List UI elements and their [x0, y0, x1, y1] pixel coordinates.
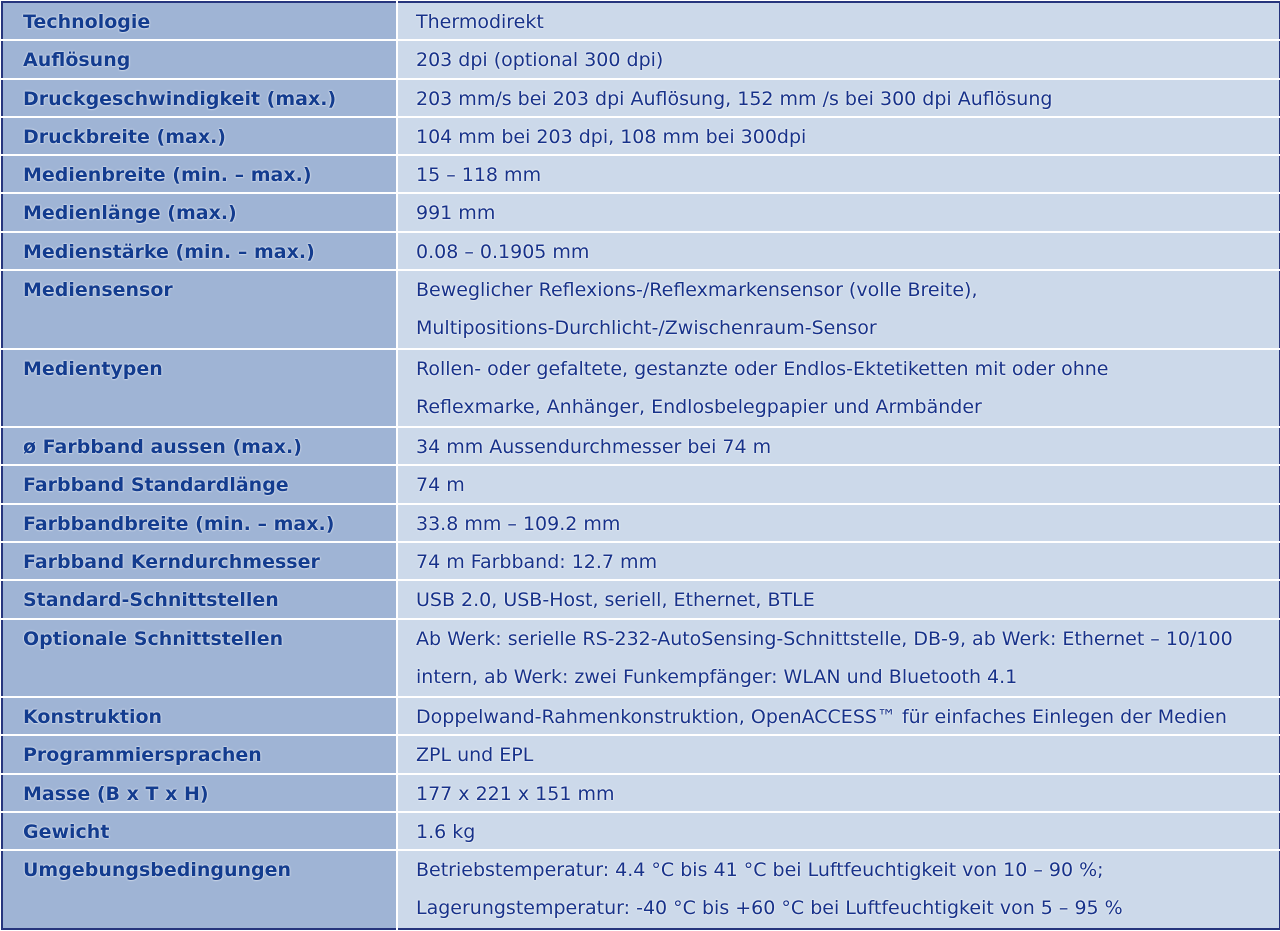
spec-value-line: 203 mm/s bei 203 dpi Auflösung, 152 mm /s bei 300 dpi Auflösung: [416, 87, 1053, 110]
spec-value: [397, 2, 1280, 40]
table-row: [2, 270, 1280, 349]
spec-label: Druckgeschwindigkeit (max.): [2, 79, 397, 117]
spec-value-line: 0.08 – 0.1905 mm: [416, 240, 590, 263]
table-row: [2, 580, 1280, 618]
spec-label: Standard-Schnittstellen: [2, 580, 397, 618]
table-row: [2, 542, 1280, 580]
spec-value: [397, 349, 1280, 428]
table-row: [2, 2, 1280, 40]
spec-table-body: [2, 2, 1280, 929]
spec-value-line: Doppelwand-Rahmenkonstruktion, OpenACCESS™ für einfaches Einlegen der Medien: [416, 706, 1227, 729]
table-row: [2, 117, 1280, 155]
spec-label: Farbband Kerndurchmesser: [2, 542, 397, 580]
spec-value-line: Ab Werk: serielle RS-232-AutoSensing-Schnittstelle, DB-9, ab Werk: Ethernet – 10/100: [416, 627, 1233, 650]
spec-label: Optionale Schnittstellen: [2, 619, 397, 698]
table-row: [2, 812, 1280, 850]
spec-value-line: ZPL und EPL: [416, 744, 534, 767]
table-row: [2, 79, 1280, 117]
spec-value-line: 177 x 221 x 151 mm: [416, 782, 615, 805]
table-row: [2, 850, 1280, 929]
spec-value-line: 991 mm: [416, 202, 496, 225]
table-row: [2, 504, 1280, 542]
spec-label: ø Farbband aussen (max.): [2, 427, 397, 465]
spec-value: [397, 117, 1280, 155]
spec-value-line: 74 m Farbband: 12.7 mm: [416, 550, 658, 573]
spec-value: [397, 504, 1280, 542]
spec-value-line: 15 – 118 mm: [416, 164, 542, 187]
table-row: [2, 155, 1280, 193]
table-row: [2, 619, 1280, 698]
spec-label: Umgebungsbedingungen: [2, 850, 397, 929]
spec-value: [397, 812, 1280, 850]
spec-table: [1, 1, 1280, 930]
spec-value-line: Lagerungstemperatur: -40 °C bis +60 °C bei Luftfeuchtigkeit von 5 – 95 %: [416, 897, 1123, 920]
spec-value-line: 34 mm Aussendurchmesser bei 74 m: [416, 436, 772, 459]
spec-value-line: Thermodirekt: [416, 11, 544, 33]
spec-label: Auflösung: [2, 40, 397, 78]
spec-value: [397, 850, 1280, 929]
table-row: [2, 427, 1280, 465]
spec-label: Mediensensor: [2, 270, 397, 349]
spec-value-line: 104 mm bei 203 dpi, 108 mm bei 300dpi: [416, 125, 807, 148]
spec-label: Konstruktion: [2, 697, 397, 735]
table-row: [2, 465, 1280, 503]
spec-label: Farbbandbreite (min. – max.): [2, 504, 397, 542]
spec-value-line: 1.6 kg: [416, 820, 476, 843]
spec-value: [397, 79, 1280, 117]
table-row: [2, 193, 1280, 231]
spec-value: [397, 270, 1280, 349]
spec-label: Masse (B x T x H): [2, 774, 397, 812]
spec-value: [397, 193, 1280, 231]
spec-value: [397, 465, 1280, 503]
spec-value: [397, 735, 1280, 773]
spec-value: [397, 697, 1280, 735]
table-row: [2, 774, 1280, 812]
spec-value: [397, 619, 1280, 698]
table-row: [2, 735, 1280, 773]
spec-label: Programmiersprachen: [2, 735, 397, 773]
spec-label: Medienlänge (max.): [2, 193, 397, 231]
spec-value: [397, 232, 1280, 270]
spec-label: Gewicht: [2, 812, 397, 850]
spec-value-line: intern, ab Werk: zwei Funkempfänger: WLAN und Bluetooth 4.1: [416, 665, 1018, 688]
spec-value: [397, 542, 1280, 580]
spec-value-line: 33.8 mm – 109.2 mm: [416, 512, 621, 535]
table-row: [2, 349, 1280, 428]
spec-value-line: Betriebstemperatur: 4.4 °C bis 41 °C bei Luftfeuchtigkeit von 10 – 90 %;: [416, 859, 1104, 882]
spec-value: [397, 774, 1280, 812]
table-row: [2, 232, 1280, 270]
spec-label: Medienbreite (min. – max.): [2, 155, 397, 193]
table-row: [2, 40, 1280, 78]
spec-value-line: 203 dpi (optional 300 dpi): [416, 49, 664, 72]
spec-value-line: Rollen- oder gefaltete, gestanzte oder Endlos-Ektetiketten mit oder ohne: [416, 357, 1109, 380]
spec-value-line: Multipositions-Durchlicht-/Zwischenraum-Sensor: [416, 316, 877, 339]
spec-label: Medientypen: [2, 349, 397, 428]
spec-value-line: 74 m: [416, 474, 465, 497]
spec-value-line: Reflexmarke, Anhänger, Endlosbelegpapier und Armbänder: [416, 395, 982, 418]
spec-label: Druckbreite (max.): [2, 117, 397, 155]
spec-value-line: Beweglicher Reflexions-/Reflexmarkensensor (volle Breite),: [416, 278, 978, 301]
spec-value: [397, 155, 1280, 193]
spec-label: Farbband Standardlänge: [2, 465, 397, 503]
spec-label: Medienstärke (min. – max.): [2, 232, 397, 270]
table-row: [2, 697, 1280, 735]
spec-value: [397, 40, 1280, 78]
spec-value: [397, 427, 1280, 465]
spec-value-line: USB 2.0, USB-Host, seriell, Ethernet, BTLE: [416, 589, 815, 612]
spec-label: Technologie: [2, 2, 397, 40]
spec-value: [397, 580, 1280, 618]
